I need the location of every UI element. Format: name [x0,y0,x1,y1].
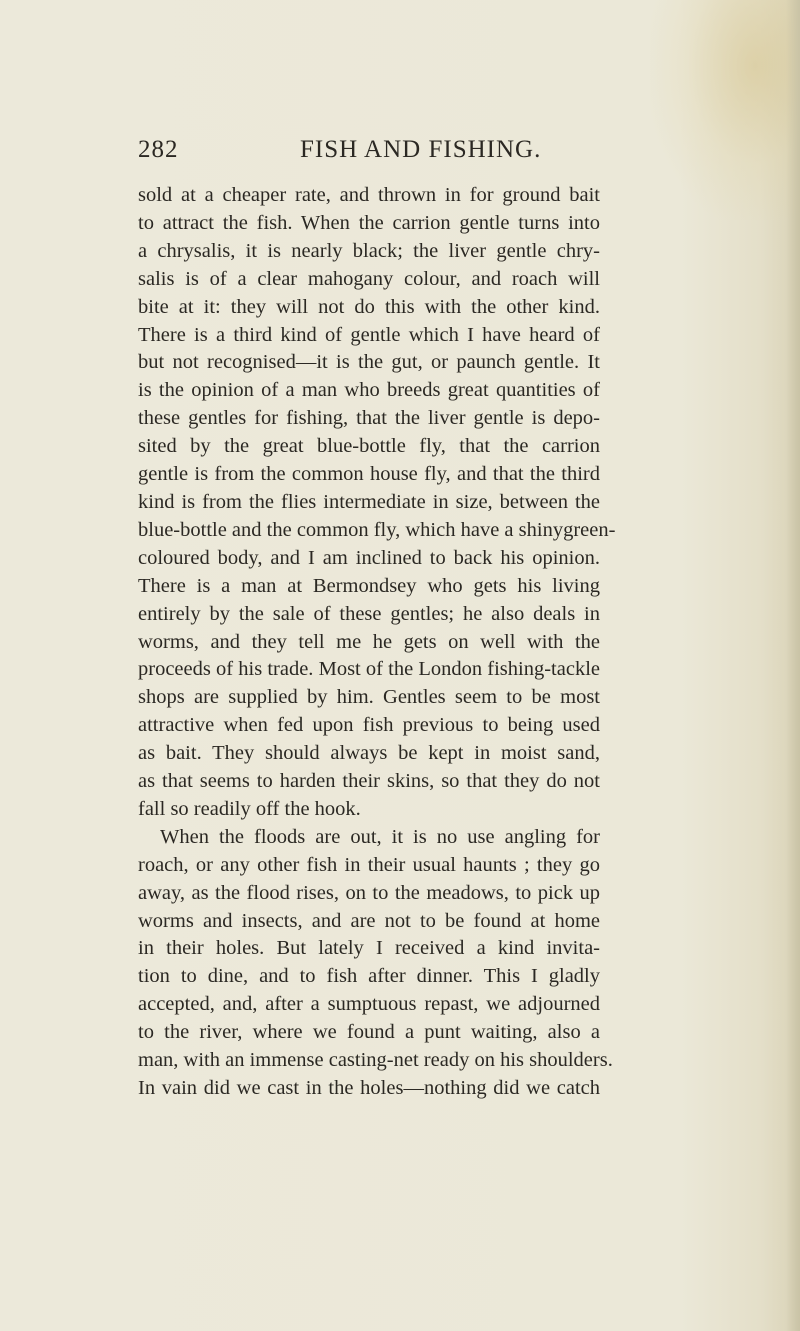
text-line: proceeds of his trade. Most of the London fishing-tackle [138,658,600,681]
page-header [138,136,598,176]
text-line: When the floods are out, it is no use angling for [160,825,600,848]
body-text [138,182,616,1103]
running-head: FISH AND FISHING. [300,136,542,163]
text-line: a chrysalis, it is nearly black; the liver gentle chry- [138,239,600,262]
text-line: blue-bottle and the common fly, which have a shinygreen- [138,518,616,541]
text-line: bite at it: they will not do this with the other kind. [138,295,600,318]
text-line: these gentles for fishing, that the liver gentle is depo- [138,407,600,430]
text-line: There is a third kind of gentle which I have heard of [138,323,600,346]
text-line: to attract the fish. When the carrion gentle turns into [138,211,600,234]
text-line: gentle is from the common house fly, and that the third [138,463,600,486]
text-line: salis is of a clear mahogany colour, and roach will [138,267,600,290]
text-line: fall so readily off the hook. [138,797,361,820]
page-edge-shadow [786,0,800,1331]
text-line: man, with an immense casting-net ready on his shoulders. [138,1049,613,1072]
age-stain [650,0,800,220]
text-line: accepted, and, after a sumptuous repast, we adjourned [138,993,600,1016]
text-line: tion to dine, and to fish after dinner. This I gladly [138,965,600,988]
text-line: sited by the great blue-bottle fly, that the carrion [138,435,600,458]
text-line: worms, and they tell me he gets on well with the [138,630,600,653]
text-line: in their holes. But lately I received a kind invita- [138,937,600,960]
text-line: attractive when fed upon fish previous to being used [138,714,600,737]
text-line: as that seems to harden their skins, so that they do not [138,770,600,793]
text-line: to the river, where we found a punt waiting, also a [138,1021,600,1044]
text-line: entirely by the sale of these gentles; he also deals in [138,602,600,625]
text-line: as bait. They should always be kept in moist sand, [138,742,600,765]
text-line: coloured body, and I am inclined to back his opinion. [138,546,600,569]
text-line: but not recognised—it is the gut, or paunch gentle. It [138,351,600,374]
text-line: roach, or any other fish in their usual haunts ; they go [138,853,600,876]
page-number: 282 [138,136,179,163]
text-line: shops are supplied by him. Gentles seem to be most [138,686,600,709]
text-line: In vain did we cast in the holes—nothing did we catch [138,1077,600,1099]
text-line: There is a man at Bermondsey who gets his living [138,574,600,597]
text-line: kind is from the flies intermediate in size, between the [138,490,600,513]
text-line: sold at a cheaper rate, and thrown in for ground bait [138,184,600,206]
text-line: away, as the flood rises, on to the meadows, to pick up [138,881,600,904]
text-line: is the opinion of a man who breeds great quantities of [138,379,600,402]
text-line: worms and insects, and are not to be found at home [138,909,600,932]
